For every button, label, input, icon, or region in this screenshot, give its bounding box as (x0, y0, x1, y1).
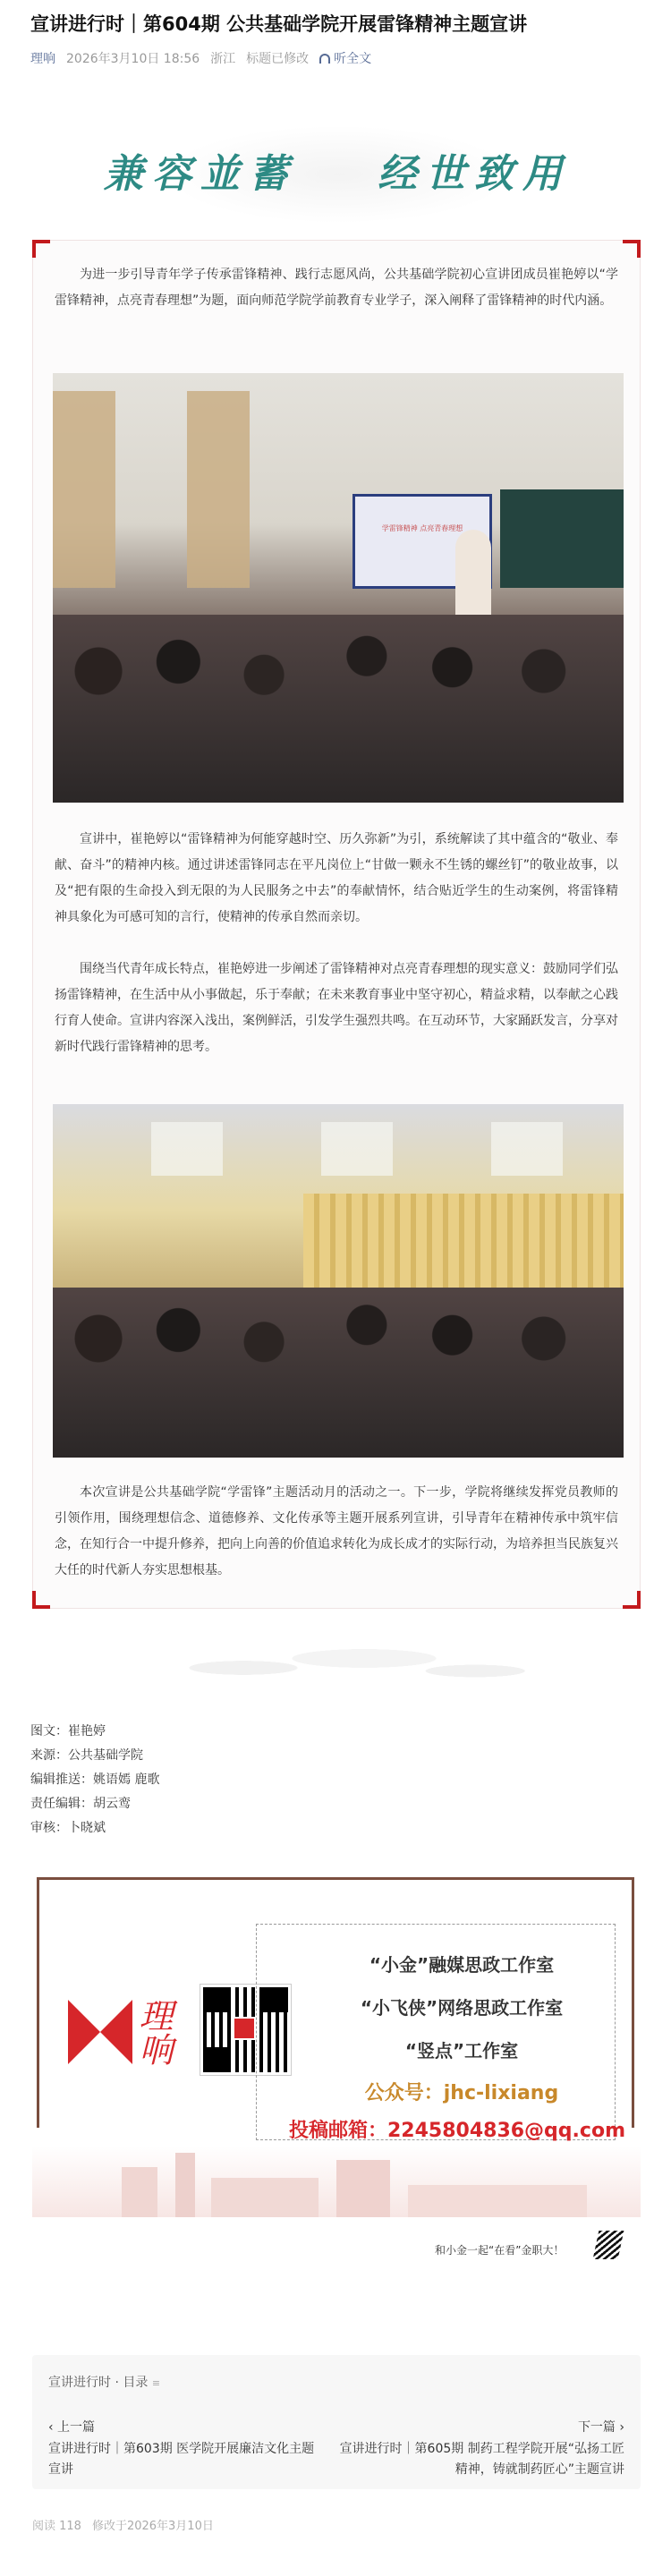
photo-curtain (53, 391, 115, 588)
banner-left-text: 兼容並蓄 (104, 151, 297, 197)
banner-right-text: 经世致用 (378, 151, 571, 197)
qr-logo (233, 2017, 256, 2040)
album-navigation (32, 2355, 641, 2489)
prev-title: 宣讲进行时｜第603期 医学院开展廉洁文化主题宣讲 (48, 2442, 315, 2477)
studio-name: “小飞侠”网络思政工作室 (360, 1997, 564, 2019)
prev-article-link[interactable] (48, 2418, 326, 2480)
audience (53, 1288, 624, 1458)
article-card (32, 240, 641, 1609)
logo-text: 理响 (133, 1997, 173, 2066)
location: 浙江 (210, 52, 236, 66)
credits (30, 1720, 159, 1841)
studio-name: “竖点”工作室 (404, 2040, 519, 2062)
lecture-photo-1[interactable] (53, 373, 624, 803)
credit-line: 来源：公共基础学院 (30, 1748, 143, 1763)
paragraph-conclusion: 本次宣讲是公共基础学院“学雷锋”主题活动月的活动之一。下一步，学院将继续发挥党员教师的引领作用，围绕理想信念、道德修养、文化传承等主题开展系列宣讲，引导青年在精神传承中筑牢信念，在知行合一中提升修养，把向上向善的价值追求转化为成长成才的实际行动，为培养担当民族复兴大任的时代新人夯实思想根基。 (55, 1485, 618, 1577)
promo-tagline: 和小金一起“在看”金职大！ (435, 2244, 565, 2257)
screen-text: 学雷锋精神 点亮青春理想 (381, 524, 463, 532)
audience (53, 615, 624, 803)
corner-decoration (623, 240, 641, 258)
logo-mark (68, 2000, 132, 2064)
speaker-figure (455, 530, 491, 628)
corner-decoration (32, 1591, 50, 1609)
pointing-hand-icon (593, 2231, 624, 2259)
edited-note: 标题已修改 (246, 52, 310, 66)
paragraph-body-2: 围绕当代青年成长特点，崔艳婷进一步阐述了雷锋精神对点亮青春理想的现实意义：鼓励同学们弘扬雷锋精神，在生活中从小事做起，乐于奉献；在未来教育事业中坚守初心，精益求精，以奉献之心践行育人使命。宣讲内容深入浅出，案例鲜活，引发学生强烈共鸣。在互动环节，大家踊跃发言，分享对新时代践行雷锋精神的思考。 (55, 962, 618, 1054)
submission-email: 投稿邮箱：2245804836@qq.com (288, 2120, 625, 2142)
photo-curtain (187, 391, 250, 588)
campus-skyline (32, 2146, 641, 2217)
article-footer (32, 2516, 214, 2533)
paragraph-intro: 为进一步引导青年学子传承雷锋精神、践行志愿风尚，公共基础学院初心宣讲团成员崔艳婷以“学雷锋精神，点亮青春理想”为题，面向师范学院学前教育专业学子，深入阐释了雷锋精神的时代内涵。 (55, 268, 618, 308)
credit-line: 图文：崔艳婷 (30, 1724, 106, 1739)
next-label: 下一篇 › (577, 2420, 624, 2435)
album-title[interactable] (48, 2373, 160, 2391)
corner-decoration (32, 240, 50, 258)
modified-date: 修改于2026年3月10日 (91, 2520, 214, 2533)
blackboard (500, 489, 624, 588)
lixiang-logo (68, 1994, 173, 2070)
paragraph-body-1: 宣讲中，崔艳婷以“雷锋精神为何能穿越时空、历久弥新”为引，系统解读了其中蕴含的“敬业、奉献、奋斗”的精神内核。通过讲述雷锋同志在平凡岗位上“甘做一颗永不生锈的螺丝钉”的敬业故事，以及“把有限的生命投入到无限的为人民服务之中去”的奉献情怀，结合贴近学生的生动案例，将雷锋精神具象化为可感可知的言行，使精神的传承自然而亲切。 (55, 832, 618, 924)
listen-label: 听全文 (334, 52, 372, 66)
album-title-text: 宣讲进行时 · 目录 (48, 2376, 149, 2390)
publish-date: 2026年3月10日 18:56 (66, 52, 200, 66)
ceiling-lights (89, 1122, 590, 1176)
article-meta (30, 49, 371, 67)
studio-name: “小金”融媒思政工作室 (369, 1954, 555, 1976)
headphone-icon (319, 54, 330, 64)
list-icon: ≡ (151, 2377, 161, 2389)
next-title: 宣讲进行时｜第605期 制药工程学院开展“弘扬工匠精神，铸就制药匠心”主题宣讲 (339, 2442, 624, 2477)
promo-banner (32, 1877, 641, 2271)
author-link[interactable]: 理响 (30, 52, 55, 66)
credit-line: 编辑推送：姚语嫣 鹿歌 (30, 1773, 160, 1787)
lecture-photo-2[interactable] (53, 1104, 624, 1458)
credit-line: 责任编辑：胡云鸾 (30, 1797, 131, 1811)
official-account: 公众号：jhc-lixiang (364, 2082, 559, 2104)
listen-button[interactable] (319, 49, 371, 67)
read-count: 阅读 118 (32, 2520, 81, 2533)
next-article-link[interactable] (338, 2418, 624, 2480)
prev-label: ‹ 上一篇 (48, 2420, 96, 2435)
corner-decoration (623, 1591, 641, 1609)
article-title: 宣讲进行时｜第604期 公共基础学院开展雷锋精神主题宣讲 (30, 13, 528, 35)
credit-line: 审核：卜晓斌 (30, 1821, 106, 1835)
cloud-decoration (98, 1624, 582, 1687)
calligraphy-banner (30, 116, 644, 224)
